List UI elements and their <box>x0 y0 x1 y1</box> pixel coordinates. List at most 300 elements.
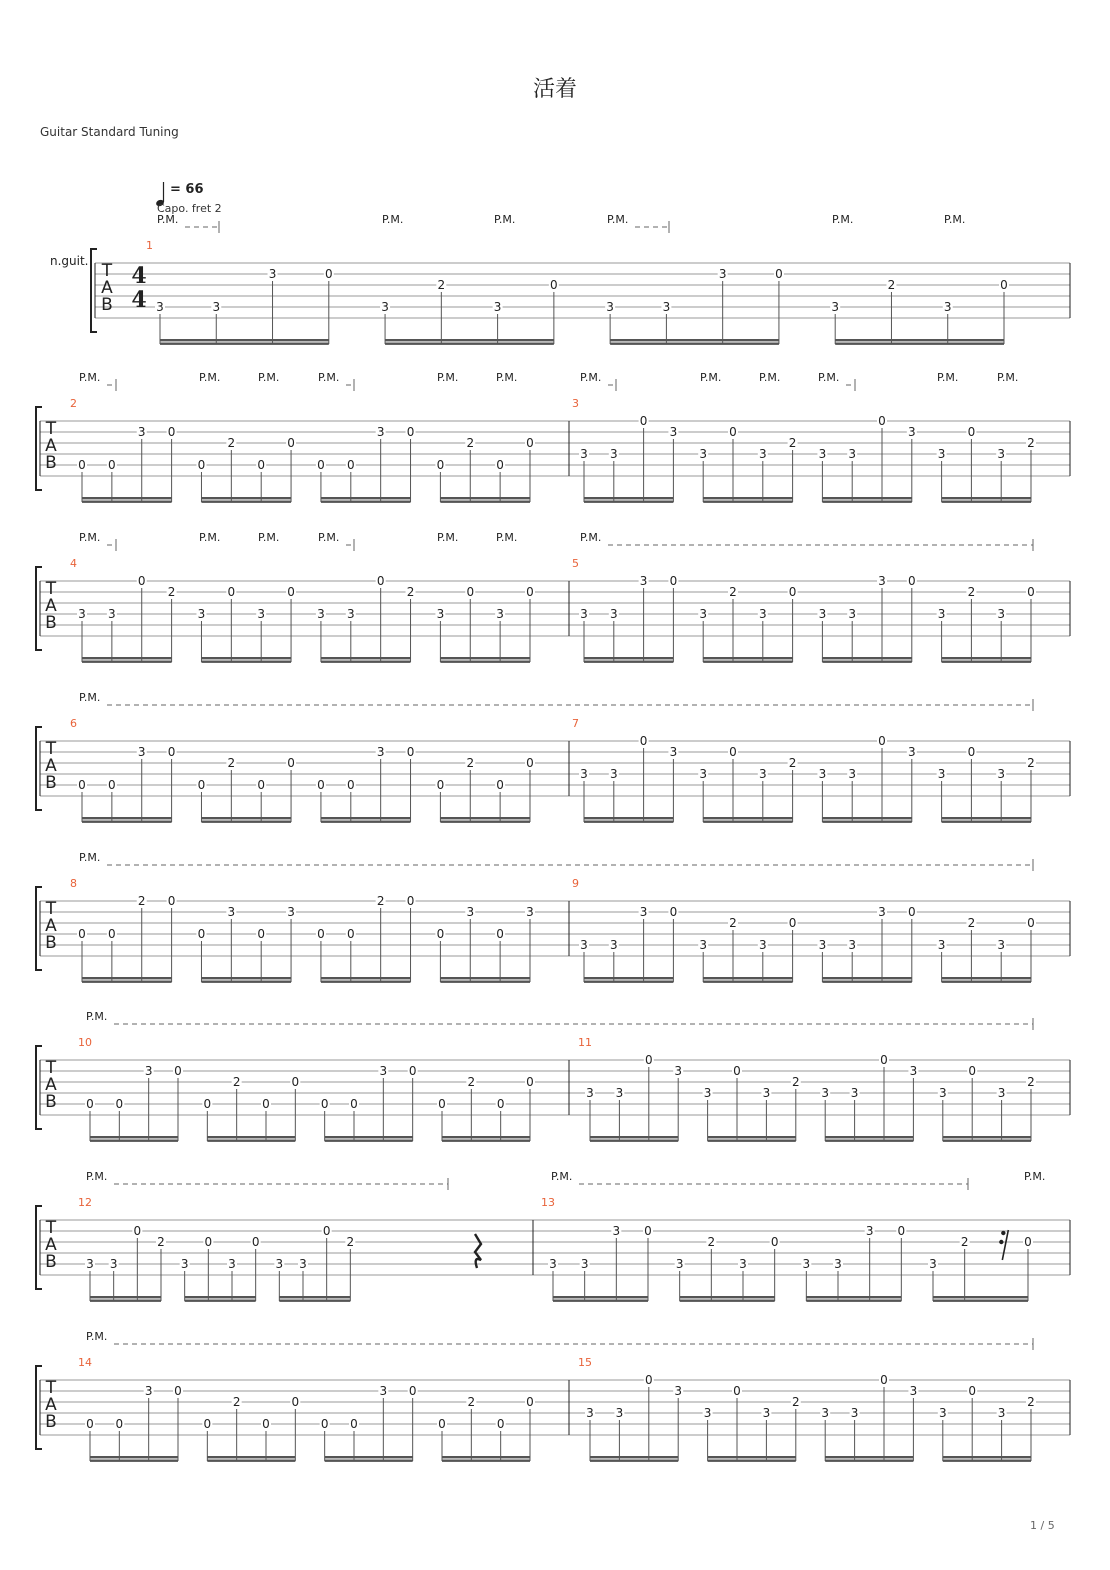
fret-number: 2 <box>406 585 415 599</box>
fret-number: 0 <box>257 778 266 792</box>
beam <box>822 501 911 503</box>
beam <box>201 977 291 979</box>
fret-number: 0 <box>346 778 355 792</box>
beam <box>822 821 911 823</box>
fret-number: 0 <box>317 458 325 472</box>
beam <box>942 661 1031 663</box>
fret-number: 0 <box>436 458 445 472</box>
fret-number: 3 <box>943 300 952 314</box>
fret-number: 0 <box>733 1064 741 1078</box>
tab-letter: A <box>45 1075 57 1095</box>
fret-number: 3 <box>848 607 857 621</box>
beam <box>584 497 673 499</box>
palm-mute-label: P.M. <box>157 213 179 226</box>
beam <box>943 1140 1031 1142</box>
fret-number: 3 <box>496 607 504 621</box>
fret-number: 3 <box>257 607 266 621</box>
beam <box>933 1296 1028 1298</box>
fret-number: 0 <box>729 425 737 439</box>
beam <box>942 981 1031 983</box>
fret-number: 0 <box>436 927 445 941</box>
fret-number: 3 <box>227 905 236 919</box>
fret-number: 3 <box>317 607 325 621</box>
fret-number: 3 <box>615 1086 624 1100</box>
fret-number: 2 <box>729 916 737 930</box>
fret-number: 3 <box>758 938 767 952</box>
beam <box>703 497 792 499</box>
beam <box>942 657 1031 659</box>
beam <box>82 497 172 499</box>
fret-number: 0 <box>669 905 678 919</box>
measure-number: 9 <box>572 877 579 890</box>
fret-number: 0 <box>968 1384 977 1398</box>
measure-number: 15 <box>578 1356 592 1369</box>
fret-number: 3 <box>287 905 295 919</box>
fret-number: 0 <box>526 1075 534 1089</box>
fret-number: 0 <box>496 458 504 472</box>
beam <box>440 661 530 663</box>
fret-number: 0 <box>167 745 176 759</box>
palm-mute-label: P.M. <box>318 531 340 544</box>
tab-letter: B <box>101 295 113 315</box>
beam <box>943 1456 1031 1458</box>
fret-number: 0 <box>78 927 86 941</box>
beam <box>942 817 1031 819</box>
fret-number: 3 <box>907 745 916 759</box>
fret-number: 3 <box>639 574 648 588</box>
system-bracket <box>36 407 42 490</box>
fret-number: 3 <box>580 607 588 621</box>
fret-number: 0 <box>496 1097 505 1111</box>
measure-number: 1 <box>146 239 153 252</box>
instrument-label: n.guit. <box>50 254 89 268</box>
beam <box>325 1136 413 1138</box>
fret-number: 0 <box>115 1417 124 1431</box>
fret-number: 0 <box>733 1384 741 1398</box>
fret-number: 3 <box>850 1406 859 1420</box>
beam <box>325 1140 413 1142</box>
fret-number: 0 <box>324 267 333 281</box>
beam <box>825 1140 913 1142</box>
beam <box>703 981 792 983</box>
fret-number: 0 <box>287 585 295 599</box>
fret-number: 2 <box>157 1235 165 1249</box>
tab-letter: A <box>45 756 57 776</box>
beam <box>703 661 792 663</box>
fret-number: 0 <box>897 1224 906 1238</box>
tab-letter: T <box>45 1378 57 1398</box>
fret-number: 3 <box>758 767 767 781</box>
fret-number: 0 <box>788 916 797 930</box>
fret-number: 3 <box>376 745 385 759</box>
fret-number: 2 <box>791 1395 800 1409</box>
tab-letter: A <box>45 596 57 616</box>
fret-number: 3 <box>762 1086 771 1100</box>
fret-number: 0 <box>406 425 415 439</box>
beam <box>207 1460 295 1462</box>
fret-number: 0 <box>967 745 976 759</box>
beam <box>610 339 779 341</box>
beam <box>703 821 792 823</box>
beam <box>822 981 911 983</box>
fret-number: 3 <box>493 300 502 314</box>
beam <box>201 501 291 503</box>
fret-number: 0 <box>907 574 916 588</box>
measure-number: 5 <box>572 557 579 570</box>
fret-number: 3 <box>586 1086 594 1100</box>
beam <box>835 339 1004 341</box>
fret-number: 0 <box>227 585 236 599</box>
fret-number: 0 <box>262 1417 270 1431</box>
fret-number: 0 <box>86 1097 94 1111</box>
palm-mute-label: P.M. <box>997 371 1019 384</box>
sixteenth-rest-dot <box>1001 1231 1005 1235</box>
fret-number: 0 <box>346 458 355 472</box>
fret-number: 0 <box>350 1417 358 1431</box>
fret-number: 0 <box>438 1097 446 1111</box>
fret-number: 0 <box>291 1395 300 1409</box>
fret-number: 3 <box>674 1064 683 1078</box>
fret-number: 0 <box>197 778 206 792</box>
fret-number: 2 <box>466 436 475 450</box>
beam <box>321 657 411 659</box>
fret-number: 3 <box>675 1257 684 1271</box>
palm-mute-label: P.M. <box>79 371 101 384</box>
fret-number: 3 <box>818 607 827 621</box>
beam <box>708 1456 796 1458</box>
fret-number: 3 <box>818 938 827 952</box>
beam <box>708 1460 796 1462</box>
beam <box>822 497 911 499</box>
fret-number: 0 <box>550 278 558 292</box>
fret-number: 0 <box>115 1097 124 1111</box>
beam <box>933 1300 1028 1302</box>
fret-number: 3 <box>718 267 727 281</box>
fret-number: 3 <box>937 767 946 781</box>
beam <box>610 343 779 345</box>
beam <box>90 1300 161 1302</box>
tab-letter: B <box>45 1092 57 1112</box>
fret-number: 2 <box>788 756 797 770</box>
fret-number: 3 <box>848 767 857 781</box>
fret-number: 3 <box>938 1086 947 1100</box>
fret-number: 3 <box>580 447 588 461</box>
tab-letter: B <box>45 1412 57 1432</box>
beam <box>207 1456 295 1458</box>
fret-number: 2 <box>1027 1075 1035 1089</box>
fret-number: 0 <box>108 778 116 792</box>
fret-number: 3 <box>699 938 708 952</box>
fret-number: 0 <box>317 927 325 941</box>
fret-number: 3 <box>180 1257 189 1271</box>
beam <box>590 1140 678 1142</box>
fret-number: 3 <box>699 607 708 621</box>
page-title: 活着 <box>532 77 577 102</box>
fret-number: 3 <box>865 1224 874 1238</box>
fret-number: 3 <box>86 1257 94 1271</box>
palm-mute-label: P.M. <box>580 531 602 544</box>
fret-number: 3 <box>108 607 116 621</box>
system-bracket <box>36 887 42 970</box>
fret-number: 0 <box>526 1395 534 1409</box>
palm-mute-label: P.M. <box>818 371 840 384</box>
fret-number: 3 <box>997 767 1006 781</box>
fret-number: 3 <box>609 607 618 621</box>
fret-number: 3 <box>268 267 277 281</box>
fret-number: 0 <box>376 574 385 588</box>
beam <box>440 977 530 979</box>
beam <box>835 343 1004 345</box>
beam <box>321 817 411 819</box>
palm-mute-label: P.M. <box>496 371 518 384</box>
measure-number: 12 <box>78 1196 92 1209</box>
beam <box>822 657 911 659</box>
tab-letter: A <box>45 916 57 936</box>
fret-number: 0 <box>167 894 176 908</box>
tab-letter: A <box>45 1395 57 1415</box>
beam <box>185 1296 256 1298</box>
time-signature-bottom: 4 <box>131 287 147 313</box>
fret-number: 0 <box>406 894 415 908</box>
fret-number: 0 <box>408 1064 417 1078</box>
fret-number: 0 <box>1000 278 1008 292</box>
fret-number: 2 <box>960 1235 969 1249</box>
fret-number: 3 <box>615 1406 624 1420</box>
beam <box>703 657 792 659</box>
beam <box>321 497 411 499</box>
fret-number: 2 <box>227 436 236 450</box>
beam <box>942 821 1031 823</box>
beam <box>201 981 291 983</box>
palm-mute-label: P.M. <box>86 1010 108 1023</box>
beam <box>207 1140 295 1142</box>
fret-number: 3 <box>662 300 671 314</box>
fret-number: 0 <box>644 1053 653 1067</box>
measure-number: 13 <box>541 1196 555 1209</box>
fret-number: 3 <box>997 1086 1006 1100</box>
fret-number: 3 <box>831 300 840 314</box>
fret-number: 0 <box>1027 585 1035 599</box>
fret-number: 0 <box>262 1097 270 1111</box>
fret-number: 0 <box>86 1417 94 1431</box>
fret-number: 3 <box>379 1064 388 1078</box>
fret-number: 0 <box>907 905 916 919</box>
beam <box>584 821 673 823</box>
fret-number: 3 <box>436 607 445 621</box>
fret-number: 0 <box>287 756 295 770</box>
measure-number: 8 <box>70 877 77 890</box>
palm-mute-label: P.M. <box>494 213 516 226</box>
tab-letter: A <box>101 278 113 298</box>
beam <box>590 1136 678 1138</box>
capo-label: Capo. fret 2 <box>157 202 222 215</box>
fret-number: 3 <box>834 1257 842 1271</box>
palm-mute-label: P.M. <box>86 1170 108 1183</box>
fret-number: 3 <box>612 1224 621 1238</box>
page-number: 1 / 5 <box>1030 1519 1055 1532</box>
fret-number: 0 <box>317 778 325 792</box>
tab-letter: T <box>45 579 57 599</box>
fret-number: 0 <box>174 1384 182 1398</box>
time-signature-top: 4 <box>131 263 147 289</box>
fret-number: 3 <box>144 1384 153 1398</box>
system-bracket <box>36 1046 42 1129</box>
beam <box>442 1136 530 1138</box>
fret-number: 2 <box>466 756 475 770</box>
fret-number: 3 <box>669 425 678 439</box>
beam <box>584 501 673 503</box>
beam <box>185 1300 256 1302</box>
fret-number: 3 <box>381 300 389 314</box>
fret-number: 0 <box>203 1417 212 1431</box>
beam <box>806 1296 901 1298</box>
beam <box>825 1460 913 1462</box>
beam <box>201 657 291 659</box>
palm-mute-label: P.M. <box>79 691 101 704</box>
fret-number: 0 <box>639 414 648 428</box>
fret-number: 2 <box>467 1075 476 1089</box>
fret-number: 2 <box>1027 1395 1035 1409</box>
palm-mute-label: P.M. <box>580 371 602 384</box>
fret-number: 0 <box>669 574 678 588</box>
beam <box>385 339 554 341</box>
tab-letter: B <box>45 933 57 953</box>
fret-number: 3 <box>144 1064 153 1078</box>
beam <box>90 1460 178 1462</box>
beam <box>680 1296 775 1298</box>
beam <box>160 343 329 345</box>
fret-number: 3 <box>997 1406 1006 1420</box>
beam <box>90 1456 178 1458</box>
palm-mute-label: P.M. <box>79 851 101 864</box>
fret-number: 3 <box>739 1257 747 1271</box>
palm-mute-label: P.M. <box>759 371 781 384</box>
fret-number: 0 <box>438 1417 446 1431</box>
fret-number: 3 <box>699 447 708 461</box>
fret-number: 0 <box>204 1235 213 1249</box>
fret-number: 3 <box>586 1406 594 1420</box>
fret-number: 0 <box>174 1064 182 1078</box>
palm-mute-label: P.M. <box>607 213 629 226</box>
fret-number: 3 <box>609 447 618 461</box>
beam <box>442 1460 530 1462</box>
fret-number: 2 <box>467 1395 476 1409</box>
fret-number: 3 <box>376 425 385 439</box>
fret-number: 0 <box>257 458 266 472</box>
tuning-label: Guitar Standard Tuning <box>40 125 179 139</box>
fret-number: 0 <box>644 1373 653 1387</box>
fret-number: 3 <box>758 447 767 461</box>
fret-number: 3 <box>937 447 946 461</box>
beam <box>584 657 673 659</box>
fret-number: 0 <box>322 1224 331 1238</box>
fret-number: 0 <box>466 585 475 599</box>
fret-number: 3 <box>821 1086 830 1100</box>
beam <box>201 497 291 499</box>
fret-number: 3 <box>850 1086 859 1100</box>
fret-number: 2 <box>437 278 446 292</box>
fret-number: 0 <box>436 778 445 792</box>
beam <box>82 981 172 983</box>
fret-number: 0 <box>406 745 415 759</box>
beam <box>825 1136 913 1138</box>
fret-number: 0 <box>197 927 206 941</box>
beam <box>942 501 1031 503</box>
fret-number: 0 <box>197 458 206 472</box>
fret-number: 2 <box>167 585 176 599</box>
fret-number: 3 <box>466 905 475 919</box>
fret-number: 3 <box>137 425 146 439</box>
fret-number: 0 <box>78 458 86 472</box>
fret-number: 3 <box>137 745 146 759</box>
fret-number: 0 <box>526 756 534 770</box>
beam <box>590 1460 678 1462</box>
beam <box>160 339 329 341</box>
fret-number: 3 <box>909 1064 918 1078</box>
beam <box>82 657 172 659</box>
beam <box>325 1456 413 1458</box>
fret-number: 0 <box>167 425 176 439</box>
beam <box>822 661 911 663</box>
fret-number: 0 <box>526 436 534 450</box>
fret-number: 0 <box>346 927 355 941</box>
tab-letter: B <box>45 773 57 793</box>
beam <box>321 501 411 503</box>
tab-letter: T <box>45 899 57 919</box>
beam <box>207 1136 295 1138</box>
fret-number: 3 <box>109 1257 118 1271</box>
fret-number: 0 <box>408 1384 417 1398</box>
beam <box>321 661 411 663</box>
tab-letter: B <box>45 453 57 473</box>
fret-number: 3 <box>609 767 618 781</box>
palm-mute-label: P.M. <box>944 213 966 226</box>
tempo-marking: = 66 <box>170 182 204 197</box>
fret-number: 3 <box>758 607 767 621</box>
measure-number: 7 <box>572 717 579 730</box>
tab-letter: T <box>45 1058 57 1078</box>
fret-number: 0 <box>878 414 886 428</box>
fret-number: 0 <box>788 585 797 599</box>
fret-number: 3 <box>937 938 946 952</box>
palm-mute-label: P.M. <box>79 531 101 544</box>
fret-number: 2 <box>232 1395 241 1409</box>
fret-number: 3 <box>299 1257 307 1271</box>
measure-number: 2 <box>70 397 77 410</box>
fret-number: 0 <box>133 1224 142 1238</box>
beam <box>442 1140 530 1142</box>
palm-mute-label: P.M. <box>199 371 221 384</box>
beam <box>385 343 554 345</box>
tab-letter: A <box>45 436 57 456</box>
system-bracket <box>36 727 42 810</box>
fret-number: 2 <box>967 916 976 930</box>
fret-number: 3 <box>699 767 708 781</box>
beam <box>942 497 1031 499</box>
palm-mute-label: P.M. <box>382 213 404 226</box>
beam <box>942 977 1031 979</box>
fret-number: 0 <box>257 927 266 941</box>
fret-number: 0 <box>968 1064 977 1078</box>
beam <box>82 977 172 979</box>
palm-mute-label: P.M. <box>258 371 280 384</box>
fret-number: 0 <box>320 1097 329 1111</box>
palm-mute-label: P.M. <box>437 531 459 544</box>
fret-number: 3 <box>580 938 588 952</box>
fret-number: 3 <box>156 300 164 314</box>
beam <box>201 817 291 819</box>
palm-mute-label: P.M. <box>496 531 518 544</box>
